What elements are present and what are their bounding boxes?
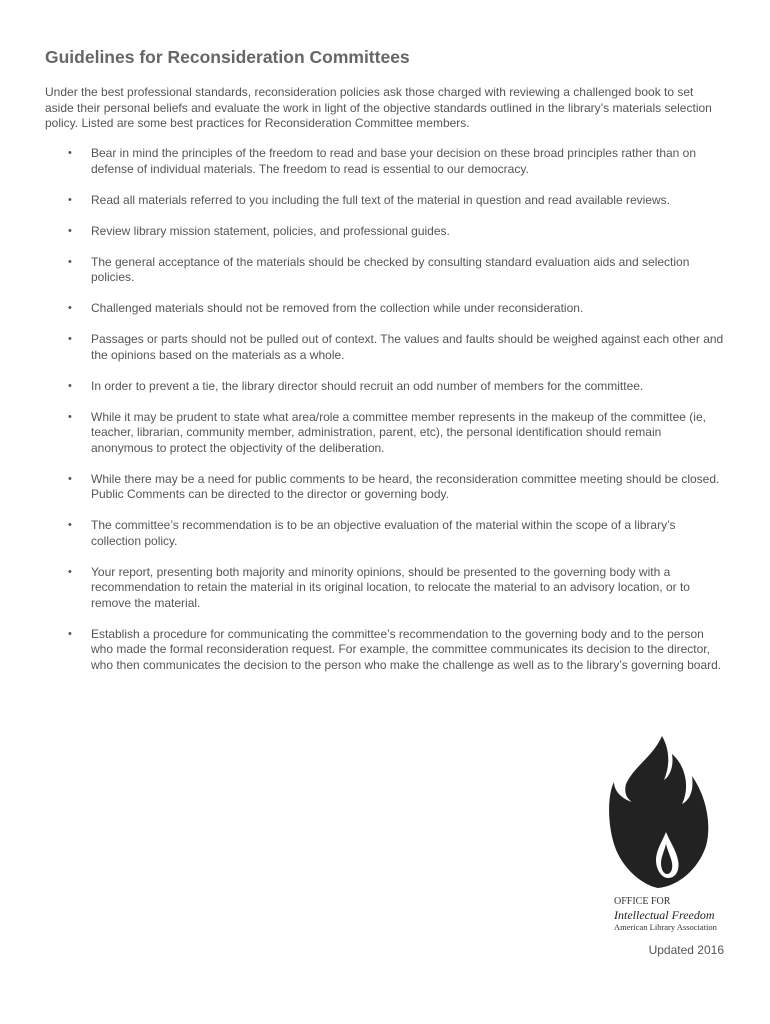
list-item-text: Bear in mind the principles of the freedom to read and base your decision on these broad principles rather than on defense of individual materials. The freedom to read is essential to our democracy.	[91, 146, 697, 176]
list-item	[45, 518, 725, 549]
updated-date: Updated 2016	[648, 943, 724, 957]
bullet-icon: •	[68, 255, 72, 268]
list-item	[45, 472, 725, 503]
bullet-icon: •	[68, 472, 72, 485]
flame-icon	[606, 736, 710, 892]
list-item-text: Establish a procedure for communicating the committee’s recommendation to the governing body and to the person who made the formal reconsideration request. For example, the committee communicates its decision to the director, who then communicates the decision to the person who make the challenge as well as to the library’s governing board.	[91, 626, 722, 672]
bullet-icon: •	[68, 193, 72, 206]
bullet-icon: •	[68, 519, 72, 531]
bullet-icon: •	[68, 379, 72, 392]
list-item	[45, 301, 725, 317]
list-item-text: Review library mission statement, policies, and professional guides.	[91, 223, 450, 238]
bullet-icon: •	[68, 565, 72, 578]
list-item	[45, 224, 725, 240]
list-item	[45, 332, 725, 363]
list-item	[45, 410, 725, 457]
list-item	[45, 255, 725, 286]
list-item-text: Your report, presenting both majority and minority opinions, should be presented to the governing body with a recommendation to retain the material in its original location, to relocate the material to an advisory location, or to remove the material.	[91, 564, 690, 610]
list-item-text: The committee’s recommendation is to be an objective evaluation of the material within the scope of a library’s collection policy.	[91, 518, 676, 548]
office-for-intellectual-freedom-logo	[598, 736, 728, 936]
list-item	[45, 379, 725, 395]
list-item	[45, 146, 725, 177]
list-item-text: While it may be prudent to state what area/role a committee member represents in the makeup of the committee (ie, teacher, librarian, community member, administration, parent, etc), the personal identification should remain anonymous to protect the objectivity of the deliberation.	[91, 409, 706, 455]
guidelines-list	[45, 146, 725, 689]
list-item	[45, 565, 725, 612]
list-item-text: While there may be a need for public comments to be heard, the reconsideration committee meeting should be closed. Public Comments can be directed to the director or governing body.	[91, 471, 720, 501]
list-item-text: In order to prevent a tie, the library director should recruit an odd number of members for the committee.	[91, 378, 644, 393]
list-item-text: The general acceptance of the materials should be checked by consulting standard evaluation aids and selection policies.	[91, 254, 690, 284]
bullet-icon: •	[68, 147, 72, 159]
list-item-text: Read all materials referred to you including the full text of the material in question and read available reviews.	[91, 192, 670, 207]
bullet-icon: •	[68, 410, 72, 423]
list-item	[45, 627, 725, 674]
list-item	[45, 193, 725, 209]
bullet-icon: •	[68, 333, 72, 345]
page-title: Guidelines for Reconsideration Committees	[45, 47, 410, 67]
bullet-icon: •	[68, 224, 72, 237]
logo-office-text: OFFICE FOR	[614, 896, 671, 907]
list-item-text: Challenged materials should not be removed from the collection while under reconsideration.	[91, 301, 584, 315]
bullet-icon: •	[68, 627, 72, 640]
list-item-text: Passages or parts should not be pulled out of context. The values and faults should be weighed against each other and the opinions based on the materials as a whole.	[91, 332, 724, 362]
bullet-icon: •	[68, 302, 72, 314]
logo-intellectual-freedom-text: Intellectual Freedom	[614, 908, 715, 922]
intro-paragraph: Under the best professional standards, reconsideration policies ask those charged with reviewing a challenged book to set aside their personal beliefs and evaluate the work in light of the objective standards outlined in the library’s materials selection policy. Listed are some best practices for Reconsideration Committee members.	[45, 85, 712, 130]
logo-ala-text: American Library Association	[614, 922, 717, 932]
